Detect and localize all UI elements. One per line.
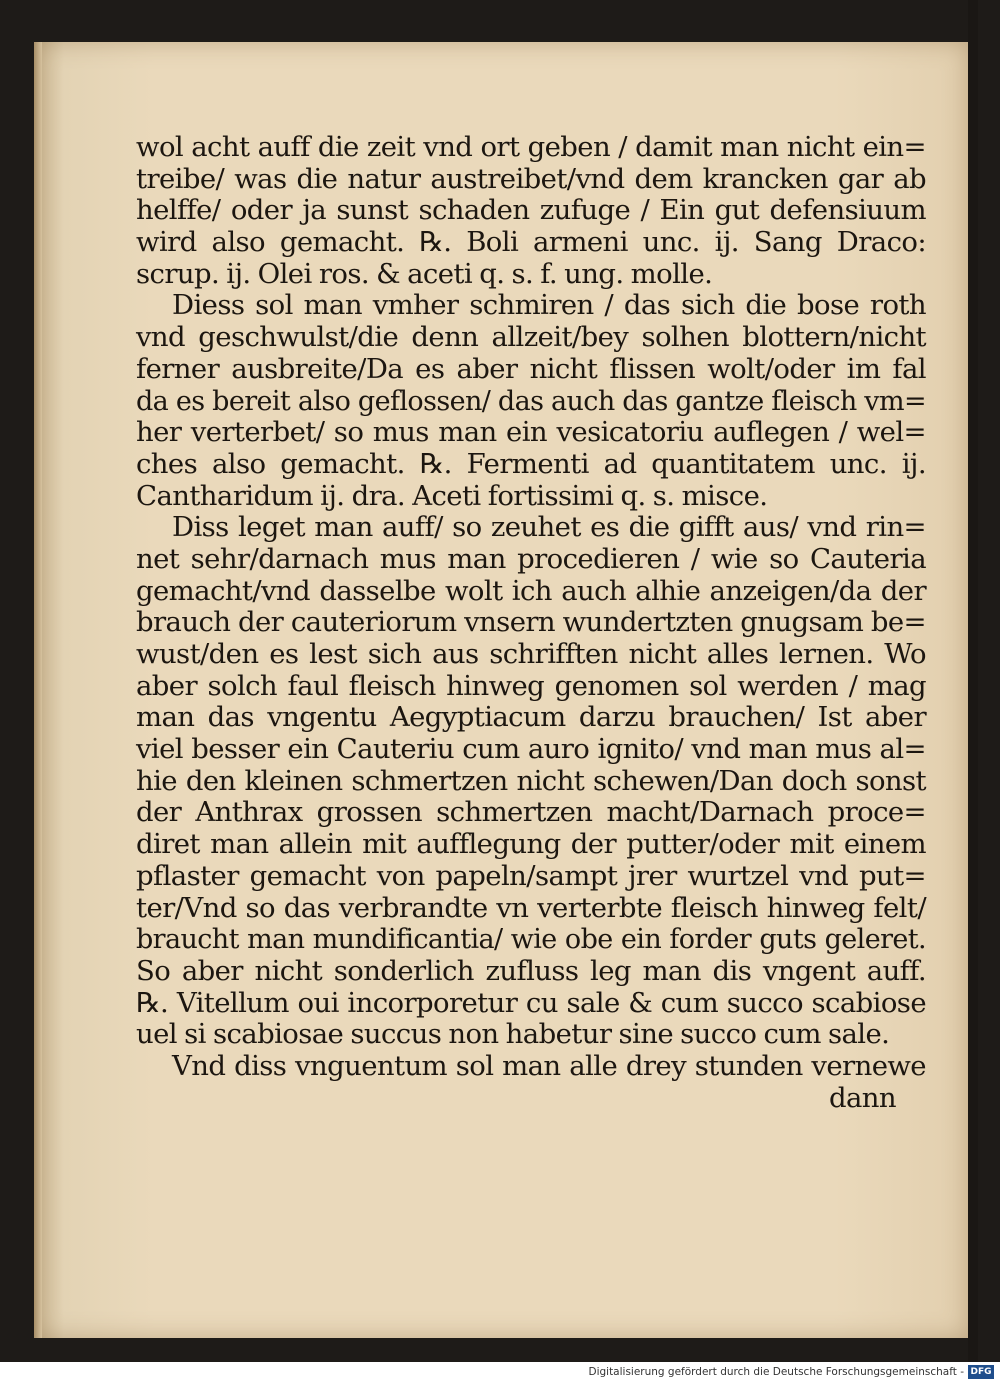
- text-line: aber solch faul fleisch hinweg genomen sol werden / mag: [136, 669, 926, 702]
- text-line: wust/den es lest sich aus schrifften nicht alles lernen. Wo: [136, 638, 926, 670]
- page-text: [136, 132, 926, 1114]
- footer-credit: Digitalisierung gefördert durch die Deutsche Forschungsgemeinschaft -: [588, 1366, 964, 1378]
- text-line: ℞. Vitellum oui incorporetur cu sale & cum succo scabiose: [136, 986, 926, 1019]
- text-line: Diss leget man auff/ so zeuhet es die gifft aus/ vnd rin=: [172, 511, 926, 544]
- digitization-footer: [0, 1362, 1000, 1382]
- text-line: wird also gemacht. ℞. Boli armeni unc. ij. Sang Draco:: [136, 226, 926, 259]
- text-line: viel besser ein Cauteriu cum auro ignito/ vnd man mus al=: [136, 733, 926, 766]
- text-line: net sehr/darnach mus man procedieren / wie so Cauteria: [136, 542, 926, 575]
- text-line: ferner ausbreite/Da es aber nicht flissen wolt/oder im fal: [136, 352, 926, 385]
- text-line: diret man allein mit aufflegung der putter/oder mit einem: [136, 828, 926, 861]
- text-line: treibe/ was die natur austreibet/vnd dem krancken gar ab: [136, 162, 926, 195]
- page-edge: [34, 42, 42, 1338]
- dfg-logo: DFG: [968, 1365, 994, 1379]
- text-line: scrup. ij. Olei ros. & aceti q. s. f. ung. molle.: [136, 257, 713, 290]
- text-line: So aber nicht sonderlich zufluss leg man dis vngent auff.: [136, 954, 926, 987]
- text-line: brauch der cauteriorum vnsern wundertzten gnugsam be=: [136, 606, 926, 639]
- text-line: der Anthrax grossen schmertzen macht/Darnach proce=: [136, 796, 926, 829]
- text-line: Cantharidum ij. dra. Aceti fortissimi q. s. misce.: [136, 479, 768, 512]
- text-line: wol acht auff die zeit vnd ort geben / damit man nicht ein=: [136, 131, 926, 163]
- catchword: dann: [828, 1081, 896, 1114]
- text-line: hie den kleinen schmertzen nicht schewen/Dan doch sonst: [136, 764, 926, 797]
- text-line: helffe/ oder ja sunst schaden zufuge / Ein gut defensiuum: [136, 194, 926, 227]
- text-line: pflaster gemacht von papeln/sampt jrer wurtzel vnd put=: [136, 859, 926, 892]
- text-line: uel si scabiosae succus non habetur sine succo cum sale.: [136, 1018, 890, 1051]
- scan-border: [968, 0, 978, 1362]
- text-line: ter/Vnd so das verbrandte vn verterbte fleisch hinweg felt/: [136, 891, 926, 924]
- text-line: ches also gemacht. ℞. Fermenti ad quantitatem unc. ij.: [136, 447, 926, 480]
- text-line: braucht man mundificantia/ wie obe ein forder guts geleret.: [136, 924, 926, 956]
- text-line: vnd geschwulst/die denn allzeit/bey solhen blottern/nicht: [136, 321, 926, 354]
- text-line: da es bereit also geflossen/ das auch das gantze fleisch vm=: [136, 385, 926, 417]
- text-line: her verterbet/ so mus man ein vesicatoriu auflegen / wel=: [136, 416, 926, 449]
- text-line: Vnd diss vnguentum sol man alle drey stunden vernewe: [172, 1049, 926, 1082]
- text-line: gemacht/vnd dasselbe wolt ich auch alhie anzeigen/da der: [136, 574, 926, 607]
- text-line: Diess sol man vmher schmiren / das sich die bose roth: [172, 289, 926, 322]
- text-line: man das vngentu Aegyptiacum darzu brauchen/ Ist aber: [136, 701, 926, 734]
